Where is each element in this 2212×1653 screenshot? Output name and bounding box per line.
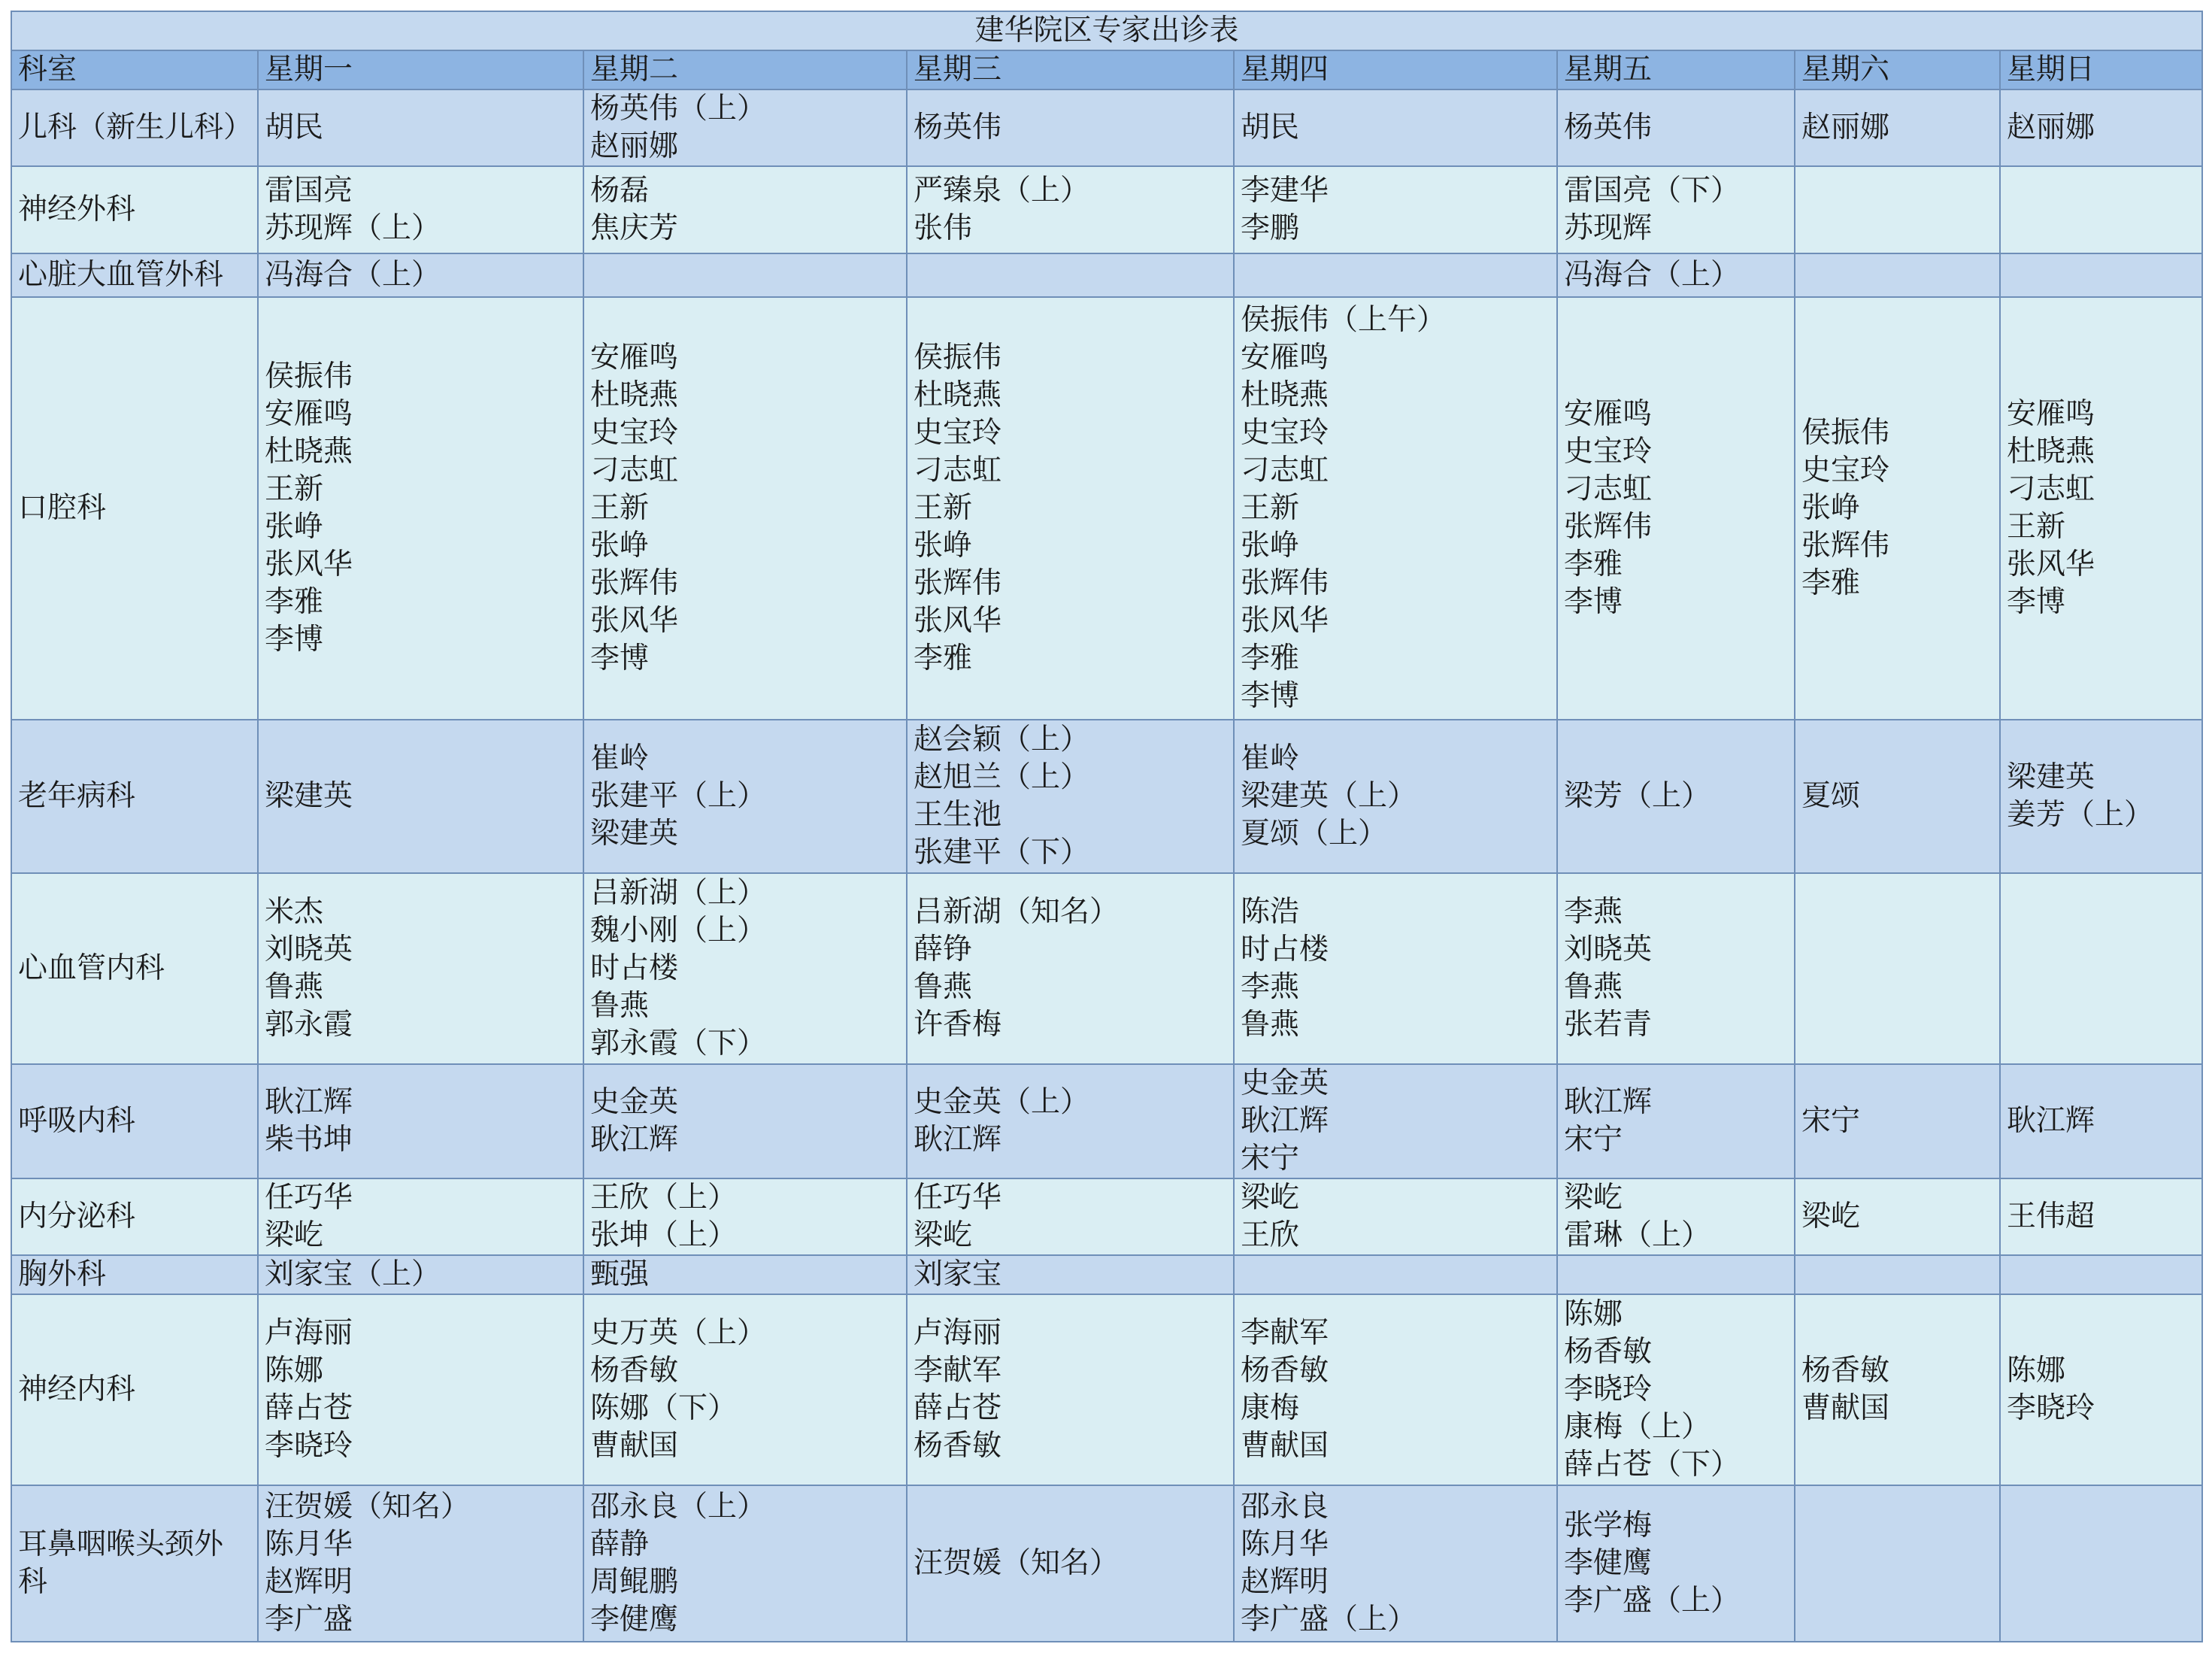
doctor-name: 杜晓燕 [590,378,679,412]
doctor-name: 雷国亮（下） [1564,174,1741,208]
doctor-name: 陈娜 [1564,1297,1623,1331]
schedule-cell[interactable] [2000,873,2202,1064]
doctor-name: 魏小刚（上） [590,914,767,948]
doctor-name: 李雅 [1801,566,1861,600]
schedule-cell[interactable] [583,297,907,720]
table-row [11,297,2202,720]
schedule-cell[interactable] [2000,1294,2202,1485]
doctor-name: 梁屹 [265,1218,324,1252]
doctor-name: 鲁燕 [914,970,973,1004]
schedule-cell[interactable] [1795,1064,2000,1178]
schedule-cell[interactable] [907,89,1234,166]
schedule-cell[interactable] [1557,1064,1795,1178]
doctor-name: 周鲲鹏 [590,1565,679,1599]
schedule-cell[interactable] [258,1485,583,1642]
schedule-cell[interactable] [1795,89,2000,166]
schedule-cell[interactable] [2000,1485,2202,1642]
schedule-cell[interactable] [258,166,583,253]
doctor-name: 鲁燕 [1564,970,1623,1004]
doctor-name: 杨香敏 [1801,1354,1890,1388]
doctor-name: 焦庆芳 [590,211,679,245]
schedule-cell[interactable] [1234,1255,1557,1294]
schedule-cell[interactable] [1557,166,1795,253]
department-cell[interactable]: 老年病科 [11,720,258,873]
doctor-name: 李雅 [1241,641,1300,675]
doctor-name: 陈娜（下） [590,1391,738,1425]
schedule-cell[interactable] [907,1064,1234,1178]
doctor-name: 薛占苍（下） [1564,1448,1741,1482]
doctor-name: 梁建英 [2007,760,2095,794]
doctor-name: 杜晓燕 [914,378,1002,412]
doctor-name: 吕新湖（知名） [914,895,1120,929]
doctor-name: 李燕 [1564,895,1623,929]
header-cell-monday[interactable]: 星期一 [258,50,583,89]
doctor-name: 鲁燕 [265,970,324,1004]
table-row [11,873,2202,1064]
doctor-name: 刘晓英 [1564,933,1653,966]
doctor-name: 李博 [1241,679,1300,713]
doctor-name: 郭永霞 [265,1008,353,1042]
doctor-name: 刁志虹 [590,453,679,487]
schedule-cell[interactable] [1557,1178,1795,1255]
doctor-name: 耿江辉 [1241,1104,1329,1138]
doctor-name: 郭永霞（下） [590,1027,767,1060]
doctor-name: 李燕 [1241,970,1300,1004]
doctor-name: 汪贺媛（知名） [914,1546,1120,1580]
doctor-name: 曹献国 [1801,1391,1890,1425]
header-row [11,50,2202,89]
doctor-name: 时占楼 [590,951,679,985]
header-cell-department[interactable]: 科室 [11,50,258,89]
doctor-name: 邵永良（上） [590,1490,767,1524]
doctor-name: 汪贺媛（知名） [265,1490,471,1524]
schedule-cell[interactable] [258,253,583,297]
schedule-cell[interactable] [258,1178,583,1255]
doctor-name: 康梅（上） [1564,1410,1711,1444]
schedule-cell[interactable] [907,253,1234,297]
table-row [11,253,2202,297]
doctor-name: 雷琳（上） [1564,1218,1711,1252]
doctor-name: 杨香敏 [1564,1335,1653,1369]
doctor-name: 张学梅 [1564,1509,1653,1542]
schedule-cell[interactable] [258,297,583,720]
doctor-name: 侯振伟 [914,341,1002,375]
schedule-cell[interactable] [1557,253,1795,297]
schedule-cell[interactable] [1557,1485,1795,1642]
doctor-name: 李博 [265,623,324,657]
doctor-name: 张风华 [590,604,679,638]
doctor-name: 张辉伟 [1241,566,1329,600]
doctor-name: 史宝玲 [590,416,679,450]
doctor-name: 康梅 [1241,1391,1300,1425]
schedule-cell[interactable] [1795,253,2000,297]
doctor-name: 杜晓燕 [1241,378,1329,412]
schedule-cell[interactable] [258,1294,583,1485]
doctor-name: 任巧华 [914,1181,1002,1215]
doctor-name: 柴书坤 [265,1123,353,1157]
doctor-name: 梁屹 [1801,1200,1861,1233]
doctor-name: 宋宁 [1564,1123,1623,1157]
doctor-name: 赵丽娜 [1801,111,1890,144]
schedule-cell[interactable] [2000,297,2202,720]
doctor-name: 李晓玲 [265,1429,353,1463]
doctor-name: 史宝玲 [1801,453,1890,487]
doctor-name: 李博 [1564,585,1623,619]
schedule-cell[interactable] [583,89,907,166]
doctor-name: 张辉伟 [1564,510,1653,544]
doctor-name: 苏现辉（上） [265,211,441,245]
doctor-name: 李献军 [1241,1316,1329,1350]
schedule-cell[interactable] [1234,89,1557,166]
doctor-name: 梁屹 [1564,1181,1623,1215]
doctor-name: 陈娜 [2007,1354,2066,1388]
schedule-cell[interactable] [1234,1485,1557,1642]
header-cell-tuesday[interactable]: 星期二 [583,50,907,89]
table-row [11,1255,2202,1294]
doctor-name: 史宝玲 [1241,416,1329,450]
doctor-name: 梁屹 [914,1218,973,1252]
doctor-name: 杨英伟 [914,111,1002,144]
doctor-name: 夏颂（上） [1241,817,1388,851]
doctor-name: 李广盛（上） [1564,1584,1741,1618]
doctor-name: 张辉伟 [590,566,679,600]
doctor-name: 史金英 [1241,1066,1329,1100]
doctor-name: 刁志虹 [914,453,1002,487]
table-row [11,1485,2202,1642]
header-cell-wednesday[interactable]: 星期三 [907,50,1234,89]
doctor-name: 姜芳（上） [2007,798,2154,832]
doctor-name: 耿江辉 [265,1085,353,1119]
doctor-name: 夏颂 [1801,779,1861,813]
doctor-name: 张风华 [914,604,1002,638]
doctor-name: 宋宁 [1241,1142,1300,1175]
doctor-name: 杨英伟（上） [590,92,767,126]
doctor-name: 赵旭兰（上） [914,760,1090,794]
schedule-cell[interactable] [258,89,583,166]
doctor-name: 史金英 [590,1085,679,1119]
schedule-cell[interactable] [907,720,1234,873]
doctor-name: 王新 [265,472,324,506]
schedule-cell[interactable] [1795,873,2000,1064]
doctor-name: 赵丽娜 [590,129,679,163]
department-cell[interactable]: 儿科（新生儿科） [11,89,258,166]
doctor-name: 耿江辉 [590,1123,679,1157]
schedule-cell[interactable] [583,720,907,873]
doctor-name: 刁志虹 [2007,472,2095,506]
schedule-cell[interactable] [1234,1064,1557,1178]
doctor-name: 梁芳（上） [1564,779,1711,813]
schedule-cell[interactable] [583,253,907,297]
doctor-name: 张峥 [914,529,973,563]
doctor-name: 杜晓燕 [2007,435,2095,469]
schedule-cell[interactable] [907,873,1234,1064]
doctor-name: 李健鹰 [1564,1546,1653,1580]
schedule-cell[interactable] [1557,1294,1795,1485]
doctor-name: 王伟超 [2007,1200,2095,1233]
doctor-name: 时占楼 [1241,933,1329,966]
doctor-name: 张峥 [1241,529,1300,563]
schedule-cell[interactable] [583,166,907,253]
schedule-cell[interactable] [583,1255,907,1294]
doctor-name: 吕新湖（上） [590,876,767,910]
doctor-name: 陈月华 [265,1527,353,1561]
doctor-name: 侯振伟（上午） [1241,303,1447,337]
doctor-name: 卢海丽 [914,1316,1002,1350]
doctor-name: 张坤（上） [590,1218,738,1252]
doctor-name: 李雅 [1564,547,1623,581]
schedule-cell[interactable] [2000,1064,2202,1178]
doctor-name: 许香梅 [914,1008,1002,1042]
doctor-name: 杜晓燕 [265,435,353,469]
doctor-name: 曹献国 [590,1429,679,1463]
schedule-cell[interactable] [907,166,1234,253]
schedule-cell[interactable] [1795,297,2000,720]
doctor-name: 刁志虹 [1241,453,1329,487]
doctor-name: 史万英（上） [590,1316,767,1350]
doctor-name: 李晓玲 [1564,1372,1653,1406]
doctor-name: 安雁鸣 [590,341,679,375]
table-row [11,1178,2202,1255]
doctor-name: 卢海丽 [265,1316,353,1350]
schedule-cell[interactable] [1795,720,2000,873]
doctor-name: 侯振伟 [1801,416,1890,450]
schedule-cell[interactable] [1557,720,1795,873]
doctor-name: 王新 [914,491,973,525]
doctor-name: 赵会颖（上） [914,723,1090,757]
header-cell-friday[interactable]: 星期五 [1557,50,1795,89]
doctor-name: 梁建英（上） [1241,779,1417,813]
schedule-cell[interactable] [1234,1294,1557,1485]
header-cell-saturday[interactable]: 星期六 [1795,50,2000,89]
doctor-name: 薛占苍 [914,1391,1002,1425]
table-row [11,89,2202,166]
title-row [11,11,2202,50]
doctor-name: 任巧华 [265,1181,353,1215]
schedule-cell[interactable] [258,720,583,873]
doctor-name: 刘家宝（上） [265,1257,441,1291]
doctor-name: 甄强 [590,1257,650,1291]
doctor-name: 李博 [2007,585,2066,619]
schedule-cell[interactable] [1234,253,1557,297]
doctor-name: 李博 [590,641,650,675]
schedule-cell[interactable] [907,1485,1234,1642]
doctor-name: 冯海合（上） [265,258,441,292]
schedule-cell[interactable] [1795,166,2000,253]
schedule-cell[interactable] [2000,720,2202,873]
doctor-name: 李建华 [1241,174,1329,208]
schedule-cell[interactable] [907,1294,1234,1485]
schedule-cell[interactable] [1557,297,1795,720]
doctor-name: 李健鹰 [590,1603,679,1636]
doctor-name: 赵辉明 [265,1565,353,1599]
schedule-cell[interactable] [1234,166,1557,253]
doctor-name: 冯海合（上） [1564,258,1741,292]
doctor-name: 薛铮 [914,933,973,966]
doctor-name: 张峥 [1801,491,1861,525]
doctor-name: 王新 [1241,491,1300,525]
doctor-name: 安雁鸣 [1564,397,1653,431]
doctor-name: 杨磊 [590,174,650,208]
doctor-name: 李广盛 [265,1603,353,1636]
doctor-name: 刁志虹 [1564,472,1653,506]
doctor-name: 崔岭 [590,742,650,775]
doctor-name: 史宝玲 [914,416,1002,450]
doctor-name: 刘家宝 [914,1257,1002,1291]
doctor-name: 张辉伟 [914,566,1002,600]
doctor-name: 安雁鸣 [1241,341,1329,375]
doctor-name: 李广盛（上） [1241,1603,1417,1636]
schedule-cell[interactable] [1557,873,1795,1064]
schedule-cell[interactable] [1795,1178,2000,1255]
header-cell-thursday[interactable]: 星期四 [1234,50,1557,89]
doctor-name: 胡民 [1241,111,1300,144]
doctor-name: 王欣（上） [590,1181,738,1215]
doctor-name: 胡民 [265,111,324,144]
doctor-name: 陈娜 [265,1354,324,1388]
schedule-cell[interactable] [2000,1178,2202,1255]
schedule-cell[interactable] [1234,873,1557,1064]
doctor-name: 杨香敏 [1241,1354,1329,1388]
schedule-cell[interactable] [583,1178,907,1255]
doctor-name: 张风华 [1241,604,1329,638]
schedule-cell[interactable] [1557,1255,1795,1294]
department-cell[interactable]: 呼吸内科 [11,1064,258,1178]
department-cell[interactable]: 内分泌科 [11,1178,258,1255]
table-title[interactable]: 建华院区专家出诊表 [11,11,2202,50]
doctor-name: 王生池 [914,798,1002,832]
doctor-name: 宋宁 [1801,1104,1861,1138]
doctor-name: 史宝玲 [1564,435,1653,469]
schedule-cell[interactable] [258,1064,583,1178]
doctor-name: 刘晓英 [265,933,353,966]
schedule-cell[interactable] [907,1178,1234,1255]
doctor-name: 杨香敏 [590,1354,679,1388]
schedule-cell[interactable] [1234,720,1557,873]
department-cell[interactable]: 口腔科 [11,297,258,720]
doctor-name: 鲁燕 [1241,1008,1300,1042]
table-row [11,1064,2202,1178]
doctor-name: 王新 [2007,510,2066,544]
doctor-name: 张若青 [1564,1008,1653,1042]
doctor-name: 鲁燕 [590,989,650,1023]
schedule-cell[interactable] [583,1064,907,1178]
doctor-name: 张风华 [265,547,353,581]
doctor-name: 张伟 [914,211,973,245]
schedule-cell[interactable] [583,1485,907,1642]
doctor-name: 李晓玲 [2007,1391,2095,1425]
table-row [11,720,2202,873]
clinic-schedule-table [11,11,2203,1642]
doctor-name: 安雁鸣 [265,397,353,431]
schedule-cell[interactable] [1795,1255,2000,1294]
doctor-name: 耿江辉 [914,1123,1002,1157]
schedule-cell[interactable] [583,873,907,1064]
doctor-name: 米杰 [265,895,324,929]
doctor-name: 耿江辉 [2007,1104,2095,1138]
department-cell[interactable]: 心血管内科 [11,873,258,1064]
doctor-name: 严臻泉（上） [914,174,1090,208]
schedule-cell[interactable] [2000,89,2202,166]
doctor-name: 邵永良 [1241,1490,1329,1524]
doctor-name: 陈浩 [1241,895,1300,929]
schedule-cell[interactable] [1557,89,1795,166]
doctor-name: 张建平（下） [914,836,1090,869]
doctor-name: 杨英伟 [1564,111,1653,144]
doctor-name: 张峥 [265,510,324,544]
doctor-name: 史金英（上） [914,1085,1090,1119]
doctor-name: 雷国亮 [265,174,353,208]
doctor-name: 王新 [590,491,650,525]
department-cell[interactable]: 耳鼻咽喉头颈外科 [11,1485,258,1642]
doctor-name: 耿江辉 [1564,1085,1653,1119]
doctor-name: 赵丽娜 [2007,111,2095,144]
schedule-cell[interactable] [907,297,1234,720]
doctor-name: 梁建英 [590,817,679,851]
doctor-name: 李雅 [265,585,324,619]
table-row [11,166,2202,253]
doctor-name: 梁建英 [265,779,353,813]
schedule-cell[interactable] [2000,1255,2202,1294]
doctor-name: 王欣 [1241,1218,1300,1252]
schedule-cell[interactable] [258,873,583,1064]
doctor-name: 苏现辉 [1564,211,1653,245]
schedule-cell[interactable] [2000,253,2202,297]
department-cell[interactable]: 神经外科 [11,166,258,253]
doctor-name: 张风华 [2007,547,2095,581]
schedule-cell[interactable] [907,1255,1234,1294]
doctor-name: 曹献国 [1241,1429,1329,1463]
doctor-name: 赵辉明 [1241,1565,1329,1599]
doctor-name: 陈月华 [1241,1527,1329,1561]
doctor-name: 张辉伟 [1801,529,1890,563]
doctor-name: 薛静 [590,1527,650,1561]
doctor-name: 杨香敏 [914,1429,1002,1463]
schedule-cell[interactable] [1234,297,1557,720]
schedule-cell[interactable] [1795,1485,2000,1642]
doctor-name: 李雅 [914,641,973,675]
doctor-name: 薛占苍 [265,1391,353,1425]
schedule-cell[interactable] [2000,166,2202,253]
doctor-name: 安雁鸣 [2007,397,2095,431]
doctor-name: 梁屹 [1241,1181,1300,1215]
doctor-name: 李献军 [914,1354,1002,1388]
schedule-cell[interactable] [258,1255,583,1294]
table-row [11,1294,2202,1485]
doctor-name: 侯振伟 [265,359,353,393]
header-cell-sunday[interactable]: 星期日 [2000,50,2202,89]
department-cell[interactable]: 神经内科 [11,1294,258,1485]
schedule-cell[interactable] [583,1294,907,1485]
schedule-cell[interactable] [1234,1178,1557,1255]
doctor-name: 张建平（上） [590,779,767,813]
schedule-cell[interactable] [1795,1294,2000,1485]
department-cell[interactable]: 胸外科 [11,1255,258,1294]
doctor-name: 崔岭 [1241,742,1300,775]
doctor-name: 李鹏 [1241,211,1300,245]
doctor-name: 张峥 [590,529,650,563]
department-cell[interactable]: 心脏大血管外科 [11,253,258,297]
